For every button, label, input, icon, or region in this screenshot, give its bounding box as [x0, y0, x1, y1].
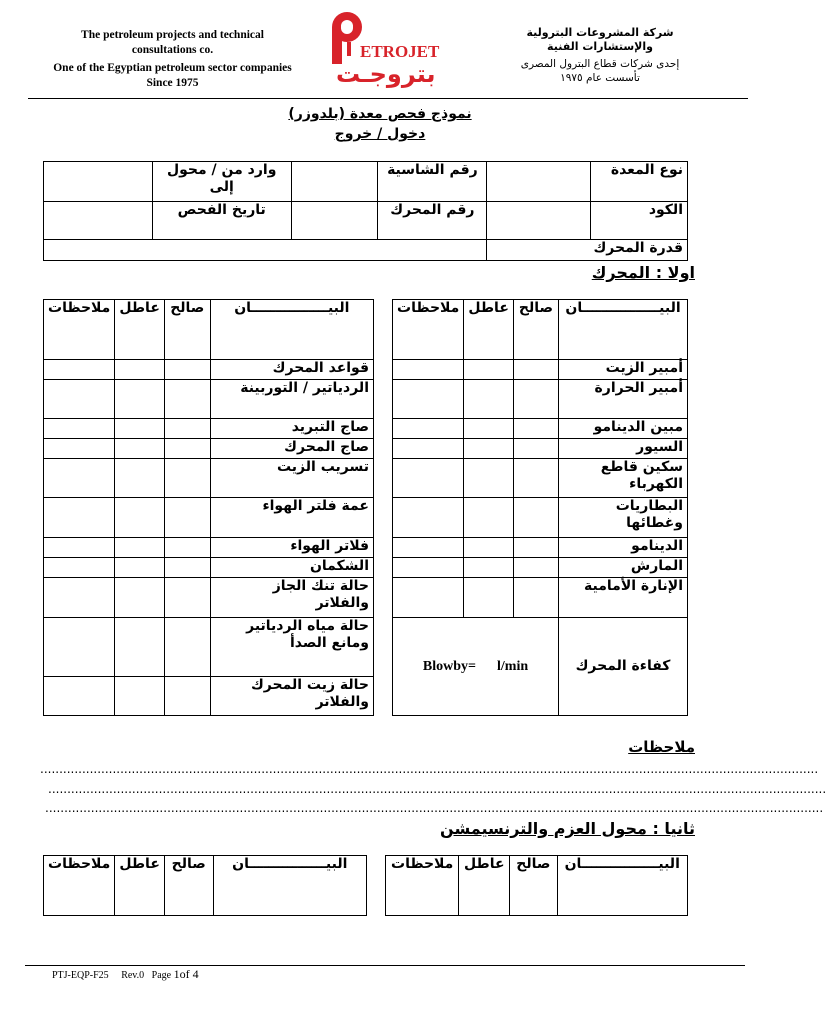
item-label: الدينامو	[559, 538, 688, 558]
faulty-cell[interactable]	[464, 459, 514, 498]
item-label: حالة تنك الجاز والفلاتر	[210, 578, 373, 618]
header-statement: البيــــــــــــــــان	[559, 300, 688, 360]
notes-cell[interactable]	[44, 677, 115, 716]
faulty-cell[interactable]	[464, 380, 514, 419]
faulty-cell[interactable]	[115, 538, 165, 558]
company-name-en-line1: The petroleum projects and technical	[81, 29, 264, 41]
page-label: Page	[151, 970, 172, 981]
header-notes: ملاحظات	[393, 300, 464, 360]
blowby-cell[interactable]: Blowby= l/min	[393, 618, 559, 716]
logo-text-en: ETROJET	[360, 42, 440, 61]
faulty-cell[interactable]	[464, 558, 514, 578]
equip-type-label: نوع المعدة	[591, 162, 688, 202]
faulty-cell[interactable]	[115, 439, 165, 459]
header-statement: البيــــــــــــــــان	[557, 856, 688, 916]
header-faulty: عاطل	[115, 300, 165, 360]
faulty-cell[interactable]	[115, 618, 165, 677]
ok-cell[interactable]	[513, 360, 558, 380]
from-to-label: وارد من / محول إلى	[152, 162, 291, 202]
notes-cell[interactable]	[393, 380, 464, 419]
company-name-ar-line2: والإستشارات الفنية	[547, 40, 653, 53]
equip-type-value[interactable]	[487, 162, 591, 202]
section-transmission-title: ثانيا : محول العزم والترنسيمشن	[440, 819, 695, 838]
engine-table-right	[392, 299, 688, 716]
header-divider	[28, 98, 748, 99]
item-label: حالة زيت المحرك والفلاتر	[210, 677, 373, 716]
notes-label: ملاحظات	[628, 738, 695, 756]
header-faulty: عاطل	[115, 856, 165, 916]
item-label: حالة مياه الردياتير ومانع الصدأ	[210, 618, 373, 677]
notes-cell[interactable]	[393, 538, 464, 558]
notes-line-3[interactable]: ............................................................................................................................................................................................................	[45, 801, 824, 815]
ok-cell[interactable]	[164, 419, 210, 439]
faulty-cell[interactable]	[464, 538, 514, 558]
faulty-cell[interactable]	[464, 439, 514, 459]
notes-line-2[interactable]: ............................................................................................................................................................................................................	[48, 782, 826, 796]
header-notes: ملاحظات	[44, 856, 115, 916]
notes-cell[interactable]	[393, 459, 464, 498]
transmission-table-right	[385, 855, 688, 916]
form-subtitle: دخول / خروج	[334, 126, 426, 142]
notes-cell[interactable]	[393, 578, 464, 618]
item-label: فلاتر الهواء	[210, 538, 373, 558]
header-statement: البيــــــــــــــــان	[213, 856, 366, 916]
notes-cell[interactable]	[44, 380, 115, 419]
item-label: صاج المحرك	[210, 439, 373, 459]
notes-cell[interactable]	[44, 459, 115, 498]
ok-cell[interactable]	[513, 558, 558, 578]
faulty-cell[interactable]	[115, 360, 165, 380]
ok-cell[interactable]	[513, 498, 558, 538]
faulty-cell[interactable]	[115, 498, 165, 538]
section-engine-title: اولا : المحرك	[591, 263, 695, 282]
notes-cell[interactable]	[44, 538, 115, 558]
item-label: الردياتير / التوربينة	[210, 380, 373, 419]
header-faulty: عاطل	[459, 856, 510, 916]
ok-cell[interactable]	[164, 459, 210, 498]
faulty-cell[interactable]	[115, 380, 165, 419]
ok-cell[interactable]	[164, 439, 210, 459]
inspect-date-value[interactable]	[44, 202, 153, 240]
item-label: أمبير الحرارة	[559, 380, 688, 419]
faulty-cell[interactable]	[115, 578, 165, 618]
faulty-cell[interactable]	[464, 360, 514, 380]
faulty-cell[interactable]	[464, 419, 514, 439]
ok-cell[interactable]	[513, 419, 558, 439]
item-label: كفاءة المحرك	[559, 618, 688, 716]
engine-no-value[interactable]	[291, 202, 378, 240]
ok-cell[interactable]	[164, 360, 210, 380]
ok-cell[interactable]	[513, 459, 558, 498]
notes-cell[interactable]	[44, 558, 115, 578]
form-title: نموذج فحص معدة (بلدوزر)	[288, 106, 472, 122]
company-sector-ar: إحدى شركات قطاع البترول المصرى	[520, 58, 680, 70]
equipment-info-table	[43, 161, 688, 261]
notes-cell[interactable]	[44, 578, 115, 618]
faulty-cell[interactable]	[115, 419, 165, 439]
faulty-cell[interactable]	[115, 558, 165, 578]
notes-cell[interactable]	[44, 360, 115, 380]
faulty-cell[interactable]	[464, 578, 514, 618]
ok-cell[interactable]	[164, 380, 210, 419]
company-name-ar-line1: شركة المشروعات البترولية	[526, 26, 674, 39]
doc-code: PTJ-EQP-F25	[52, 970, 109, 981]
item-label: عمة فلتر الهواء	[210, 498, 373, 538]
item-label: الإنارة الأمامية	[559, 578, 688, 618]
company-name-en-line2: consultations co.	[131, 44, 214, 56]
chassis-no-label: رقم الشاسية	[378, 162, 487, 202]
header-ok: صالح	[513, 300, 558, 360]
page-number: 1	[173, 967, 180, 981]
engine-power-label: قدرة المحرك	[487, 240, 688, 261]
engine-table-left	[43, 299, 374, 716]
footer	[52, 967, 199, 982]
logo-text-ar: بتروجـت	[336, 60, 436, 88]
item-label: أمبير الزيت	[559, 360, 688, 380]
ok-cell[interactable]	[164, 677, 210, 716]
engine-power-value[interactable]	[44, 240, 487, 261]
company-since-ar: تأسست عام ١٩٧٥	[560, 72, 640, 84]
item-label: البطاريات وغطائها	[559, 498, 688, 538]
ok-cell[interactable]	[513, 380, 558, 419]
company-since-en: Since 1975	[146, 77, 199, 89]
item-label: السيور	[559, 439, 688, 459]
ok-cell[interactable]	[513, 538, 558, 558]
company-sector-en: One of the Egyptian petroleum sector companies	[53, 62, 292, 74]
petrojet-logo	[322, 10, 442, 90]
header-faulty: عاطل	[464, 300, 514, 360]
inspect-date-label: تاريخ الفحص	[152, 202, 291, 240]
notes-cell[interactable]	[393, 439, 464, 459]
code-label: الكود	[591, 202, 688, 240]
item-label: المارش	[559, 558, 688, 578]
notes-cell[interactable]	[393, 360, 464, 380]
notes-cell[interactable]	[393, 419, 464, 439]
ok-cell[interactable]	[164, 498, 210, 538]
faulty-cell[interactable]	[115, 677, 165, 716]
item-label: الشكمان	[210, 558, 373, 578]
item-label: قواعد المحرك	[210, 360, 373, 380]
ok-cell[interactable]	[513, 439, 558, 459]
item-label: تسريب الزيت	[210, 459, 373, 498]
ok-cell[interactable]	[164, 618, 210, 677]
item-label: مبين الدينامو	[559, 419, 688, 439]
faulty-cell[interactable]	[115, 459, 165, 498]
notes-cell[interactable]	[44, 419, 115, 439]
notes-cell[interactable]	[44, 439, 115, 459]
header-notes: ملاحظات	[44, 300, 115, 360]
header-ok: صالح	[510, 856, 557, 916]
chassis-no-value[interactable]	[291, 162, 378, 202]
notes-line-1[interactable]: ............................................................................................................................................................................................................	[40, 762, 819, 776]
header-statement: البيــــــــــــــــان	[210, 300, 373, 360]
from-to-value[interactable]	[44, 162, 153, 202]
header-notes: ملاحظات	[386, 856, 459, 916]
engine-no-label: رقم المحرك	[378, 202, 487, 240]
notes-cell[interactable]	[393, 498, 464, 538]
code-value[interactable]	[487, 202, 591, 240]
header-ok: صالح	[164, 856, 213, 916]
logo-mark-icon	[332, 12, 362, 64]
ok-cell[interactable]	[513, 578, 558, 618]
notes-cell[interactable]	[44, 498, 115, 538]
ok-cell[interactable]	[164, 578, 210, 618]
notes-cell[interactable]	[393, 558, 464, 578]
page-of: of 4	[179, 967, 199, 981]
revision: Rev.0	[121, 970, 145, 981]
footer-divider	[25, 965, 745, 966]
ok-cell[interactable]	[164, 558, 210, 578]
transmission-table-left	[43, 855, 367, 916]
ok-cell[interactable]	[164, 538, 210, 558]
item-label: صاج التبريد	[210, 419, 373, 439]
header-ok: صالح	[164, 300, 210, 360]
notes-cell[interactable]	[44, 618, 115, 677]
faulty-cell[interactable]	[464, 498, 514, 538]
item-label: سكين قاطع الكهرباء	[559, 459, 688, 498]
